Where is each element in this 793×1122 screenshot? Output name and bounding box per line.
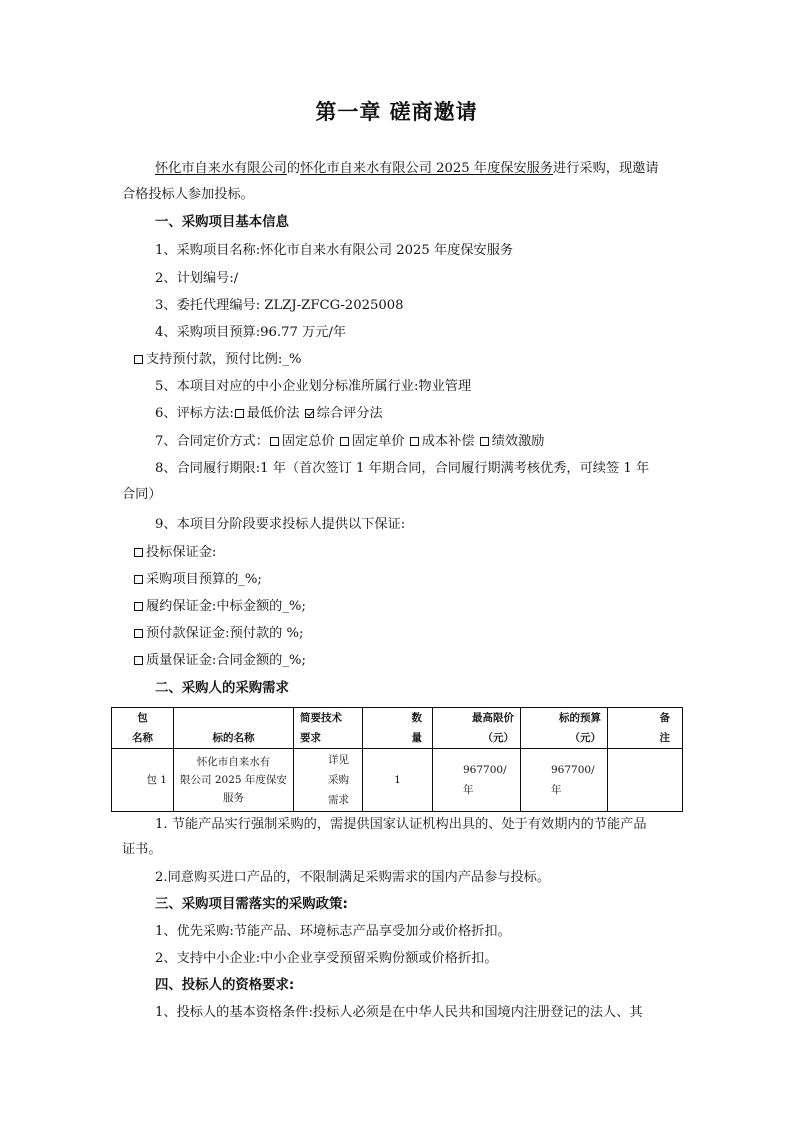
prepay-label: 支持预付款，预付比例:_%: [146, 352, 302, 367]
header-text: 要求: [300, 732, 321, 744]
import-note: 2.同意购买进口产品的，不限制满足采购需求的国内产品参与投标。: [155, 870, 551, 885]
priority-purchase-item: 1、优先采购:节能产品、环境标志产品享受加分或价格折扣。: [155, 924, 511, 939]
fixed-unit-checkbox[interactable]: [340, 437, 349, 446]
fixed-total-label: 固定总价: [281, 434, 335, 449]
header-quantity: [363, 708, 433, 749]
prepay-item: [133, 351, 301, 369]
quality-guarantee-checkbox[interactable]: [134, 656, 143, 665]
header-package: [112, 708, 174, 749]
energy-note-cont: 证书。: [122, 842, 162, 857]
cell-max-price: [433, 749, 521, 812]
evaluation-label: 6、评标方法:: [155, 406, 234, 421]
header-text: 包: [137, 712, 148, 724]
fixed-unit-label: 固定单价: [351, 434, 405, 449]
cell-text: 需求: [328, 794, 349, 806]
cell-text: 包 1: [146, 774, 167, 786]
cell-text: 年: [551, 784, 562, 796]
pricing-method-item: [155, 433, 545, 451]
cost-compensation-label: 成本补偿: [421, 434, 475, 449]
header-item-name: [174, 708, 294, 749]
budget-guarantee-checkbox[interactable]: [134, 575, 143, 584]
cell-text: 详见采购: [328, 754, 349, 786]
cell-text: 服务: [223, 792, 244, 804]
performance-guarantee-checkbox[interactable]: [134, 602, 143, 611]
comprehensive-score-label: 综合评分法: [316, 406, 383, 421]
header-remarks: [608, 708, 683, 749]
project-name-item: 1、采购项目名称:怀化市自来水有限公司 2025 年度保安服务: [155, 243, 514, 258]
header-text: （元）: [482, 732, 514, 744]
cell-item-name: [174, 749, 294, 812]
cell-text: 怀化市自来水有: [196, 756, 271, 768]
cell-remarks: [608, 749, 683, 812]
qualification-item: 1、投标人的基本资格条件:投标人必须是在中华人民共和国境内注册登记的法人、其: [155, 1005, 643, 1020]
bid-guarantee-checkbox[interactable]: [134, 548, 143, 557]
pricing-label: 7、合同定价方式：: [155, 434, 269, 449]
cell-text: 967700/: [463, 764, 507, 776]
section-1-heading: 一、采购项目基本信息: [155, 215, 289, 230]
prepay-guarantee-label: 预付款保证金:预付款的 %;: [146, 626, 304, 641]
section-2-heading: 二、采购人的采购需求: [155, 681, 289, 696]
intro-paragraph: [155, 160, 659, 178]
header-text: 最高限价: [472, 712, 514, 724]
purchaser-name: 怀化市自来水有限公司: [155, 161, 287, 176]
guarantee-performance: [133, 598, 306, 616]
header-tech-req: [294, 708, 363, 749]
plan-number-item: 2、计划编号:/: [155, 271, 239, 286]
table-row: [112, 749, 683, 812]
header-text: 备: [659, 712, 670, 724]
project-name: 怀化市自来水有限公司 2025 年度保安服务: [300, 161, 554, 176]
comprehensive-score-checkbox[interactable]: [305, 409, 314, 418]
header-text: 标的名称: [212, 732, 255, 744]
cell-text: 967700/: [551, 764, 595, 776]
prepay-checkbox[interactable]: [134, 355, 143, 364]
header-text: 数: [411, 712, 422, 724]
header-text: 量: [411, 732, 422, 744]
agency-number-item: 3、委托代理编号: ZLZJ-ZFCG-2025008: [155, 298, 404, 313]
bid-guarantee-label: 投标保证金:: [146, 545, 217, 560]
header-text: 简要技术: [300, 712, 342, 724]
prepay-guarantee-checkbox[interactable]: [134, 629, 143, 638]
sme-support-item: 2、支持中小企业:中小企业享受预留采购份额或价格折扣。: [155, 951, 498, 966]
header-text: 注: [659, 732, 670, 744]
lowest-price-checkbox[interactable]: [235, 409, 244, 418]
contract-period-item-cont: 合同）: [122, 487, 162, 502]
section-4-heading: 四、投标人的资格要求:: [155, 978, 295, 993]
cell-text: 年: [463, 784, 474, 796]
budget-guarantee-label: 采购项目预算的_%;: [146, 572, 262, 587]
evaluation-method-item: [155, 405, 383, 423]
intro-tail: 进行采购，现邀请: [553, 161, 659, 176]
cell-package: [112, 749, 174, 812]
guarantee-quality: [133, 652, 306, 670]
quality-guarantee-label: 质量保证金:合同金额的_%;: [146, 653, 306, 668]
cost-compensation-checkbox[interactable]: [410, 437, 419, 446]
lowest-price-label: 最低价法: [246, 406, 300, 421]
budget-item: 4、采购项目预算:96.77 万元/年: [155, 325, 347, 340]
cell-text: 1: [394, 774, 401, 786]
industry-item: 5、本项目对应的中小企业划分标准所属行业:物业管理: [155, 379, 472, 394]
performance-incentive-label: 绩效激励: [491, 434, 545, 449]
performance-incentive-checkbox[interactable]: [480, 437, 489, 446]
cell-quantity: [363, 749, 433, 812]
cell-tech-req: [294, 749, 363, 812]
header-text: 标的预算: [559, 712, 601, 724]
section-3-heading: 三、采购项目需落实的采购政策:: [155, 897, 348, 912]
header-text: （元）: [569, 732, 601, 744]
guarantee-prepay: [133, 625, 303, 643]
guarantee-budget: [133, 571, 262, 589]
guarantee-bid: [133, 544, 216, 562]
intro-connector: 的: [286, 161, 301, 176]
cell-text: 限公司 2025 年度保安: [180, 774, 287, 786]
table-header-row: [112, 708, 683, 749]
guarantee-intro: 9、本项目分阶段要求投标人提供以下保证:: [155, 517, 406, 532]
requirements-table: [111, 707, 683, 812]
header-budget: [521, 708, 608, 749]
header-max-price: [433, 708, 521, 749]
contract-period-item: 8、合同履行期限:1 年（首次签订 1 年期合同，合同履行期满考核优秀，可续签 1 年: [155, 461, 650, 476]
fixed-total-checkbox[interactable]: [270, 437, 279, 446]
intro-line-2: 合格投标人参加投标。: [122, 187, 254, 202]
header-text: 名称: [132, 732, 153, 744]
cell-budget: [521, 749, 608, 812]
performance-guarantee-label: 履约保证金:中标金额的_%;: [146, 599, 306, 614]
chapter-title: 第一章 磋商邀请: [315, 100, 478, 124]
energy-note: 1. 节能产品实行强制采购的，需提供国家认证机构出具的、处于有效期内的节能产品: [155, 817, 647, 832]
